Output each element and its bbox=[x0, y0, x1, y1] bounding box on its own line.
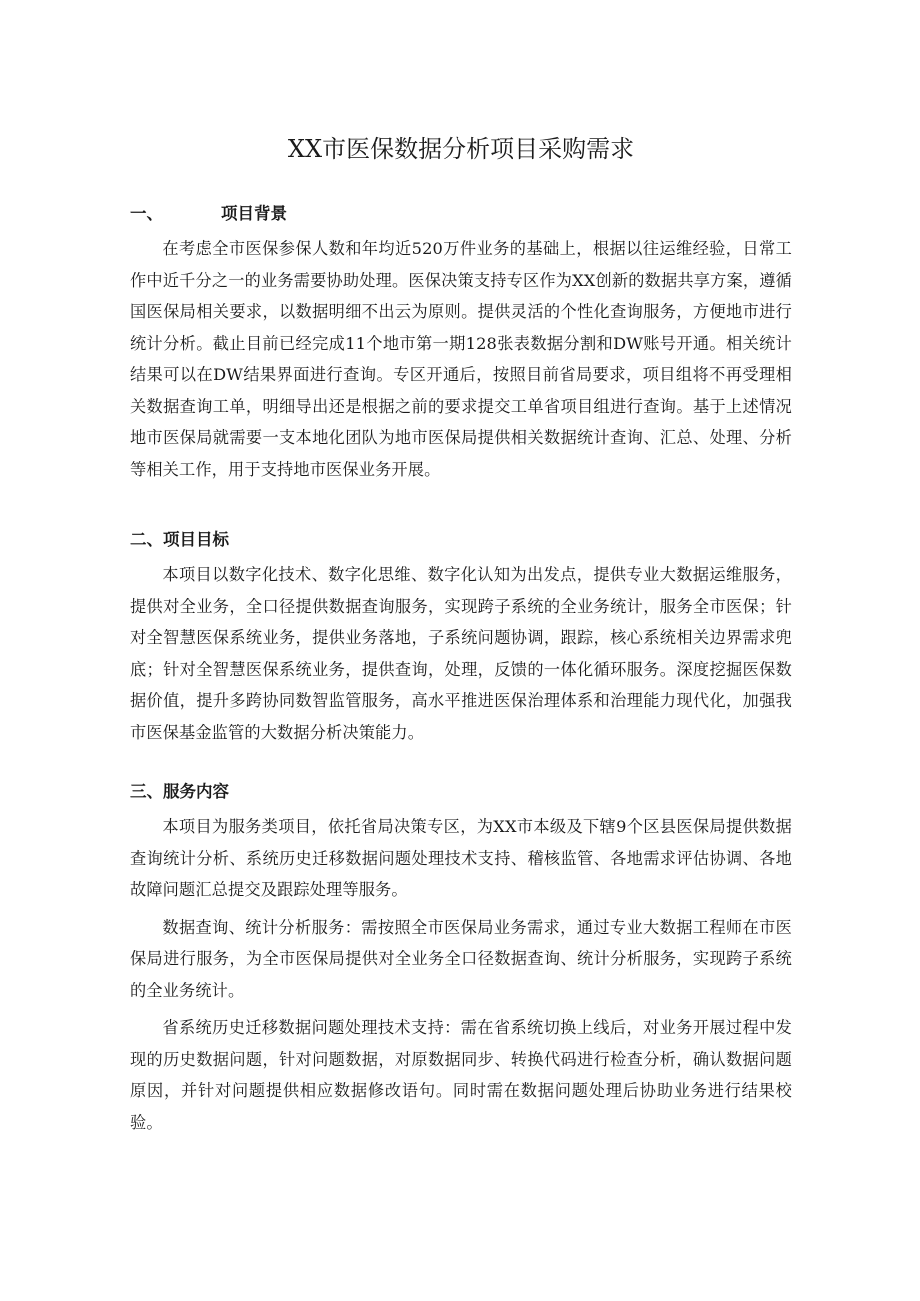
section-title: 项目背景 bbox=[221, 204, 287, 223]
section-number: 二、 bbox=[130, 530, 163, 549]
section-number: 一、 bbox=[130, 204, 163, 223]
section-goals bbox=[130, 527, 792, 748]
paragraph: 省系统历史迁移数据问题处理技术支持：需在省系统切换上线后，对业务开展过程中发现的历史数据问题，针对问题数据，对原数据同步、转换代码进行检查分析，确认数据问题原因，并针对问题提供相应数据修改语句。同时需在数据问题处理后协助业务进行结果校验。 bbox=[130, 1018, 792, 1132]
section-heading bbox=[130, 527, 792, 553]
section-services bbox=[130, 779, 792, 1138]
section-background bbox=[130, 201, 792, 485]
paragraph: 本项目为服务类项目，依托省局决策专区，为XX市本级及下辖9个区县医保局提供数据查询统计分析、系统历史迁移数据问题处理技术支持、稽核监管、各地需求评估协调、各地故障问题汇总提交及跟踪处理等服务。 bbox=[130, 817, 792, 899]
section-heading bbox=[130, 201, 792, 227]
paragraph: 数据查询、统计分析服务：需按照全市医保局业务需求，通过专业大数据工程师在市医保局进行服务，为全市医保局提供对全业务全口径数据查询、统计分析服务，实现跨子系统的全业务统计。 bbox=[130, 917, 792, 1000]
page-title: XX市医保数据分析项目采购需求 bbox=[287, 135, 635, 163]
section-title: 服务内容 bbox=[163, 782, 229, 801]
section-heading bbox=[130, 779, 792, 805]
paragraph: 在考虑全市医保参保人数和年均近520万件业务的基础上，根据以往运维经验，日常工作中近千分之一的业务需要协助处理。医保决策支持专区作为XX创新的数据共享方案，遵循国医保局相关要求，以数据明细不出云为原则。提供灵活的个性化查询服务，方便地市进行统计分析。截止目前已经完成11个地市第一期128张表数据分割和DW账号开通。相关统计结果可以在DW结果界面进行查询。专区开通后，按照目前省局要求，项目组将不再受理相关数据查询工单，明细导出还是根据之前的要求提交工单省项目组进行查询。基于上述情况地市医保局就需要一支本地化团队为地市医保局提供相关数据统计查询、汇总、处理、分析等相关工作，用于支持地市医保业务开展。 bbox=[130, 239, 792, 479]
paragraph: 本项目以数字化技术、数字化思维、数字化认知为出发点，提供专业大数据运维服务，提供对全业务，全口径提供数据查询服务，实现跨子系统的全业务统计，服务全市医保；针对全智慧医保系统业务，提供业务落地，子系统问题协调，跟踪，核心系统相关边界需求兜底；针对全智慧医保系统业务，提供查询，处理，反馈的一体化循环服务。深度挖掘医保数据价值，提升多跨协同数智监管服务，高水平推进医保治理体系和治理能力现代化，加强我市医保基金监管的大数据分析决策能力。 bbox=[130, 565, 792, 742]
section-number: 三、 bbox=[130, 782, 163, 801]
section-title: 项目目标 bbox=[163, 530, 229, 549]
